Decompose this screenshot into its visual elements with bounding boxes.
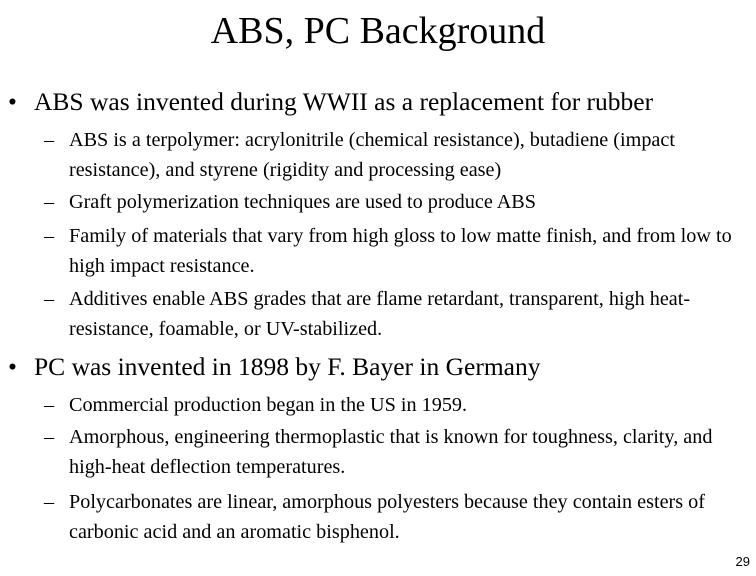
sub-item-text: Additives enable ABS grades that are flame retardant, transparent, high heat-resistance, foamable, or UV-stabilized.	[69, 288, 691, 340]
sub-item-text: Commercial production began in the US in 1959.	[69, 394, 468, 416]
sub-item-text: Amorphous, engineering thermoplastic that is known for toughness, clarity, and high-heat deflection temperatures.	[69, 426, 713, 478]
sub-item-text: Polycarbonates are linear, amorphous polyesters because they contain esters of carbonic acid and an aromatic bisphenol.	[69, 491, 705, 543]
dash-marker: –	[44, 426, 55, 448]
dash-marker: –	[44, 394, 55, 416]
sub-item	[44, 422, 749, 482]
bullet-abs	[8, 87, 653, 117]
dash-marker: –	[44, 491, 55, 513]
page-number: 29	[735, 554, 750, 569]
sub-item	[44, 390, 749, 420]
dash-marker: –	[44, 288, 55, 310]
sub-item	[44, 125, 749, 185]
bullet-marker: •	[8, 352, 17, 381]
bullet-text: PC was invented in 1898 by F. Bayer in Germany	[34, 352, 541, 381]
dash-marker: –	[44, 129, 55, 151]
sub-item-text: Graft polymerization techniques are used to produce ABS	[69, 191, 536, 213]
sub-item	[44, 187, 749, 217]
sub-item-text: Family of materials that vary from high gloss to low matte finish, and from low to high impact resistance.	[69, 225, 732, 277]
dash-marker: –	[44, 191, 55, 213]
dash-marker: –	[44, 225, 55, 247]
slide-title: ABS, PC Background	[210, 10, 546, 52]
sub-item	[44, 487, 749, 547]
bullet-pc	[8, 352, 540, 382]
bullet-text: ABS was invented during WWII as a replacement for rubber	[34, 87, 654, 116]
bullet-marker: •	[8, 87, 17, 116]
sub-item	[44, 284, 749, 344]
sub-item	[44, 221, 749, 281]
sub-item-text: ABS is a terpolymer: acrylonitrile (chemical resistance), butadiene (impact resistance), and styrene (rigidity and processing ease)	[69, 129, 675, 181]
